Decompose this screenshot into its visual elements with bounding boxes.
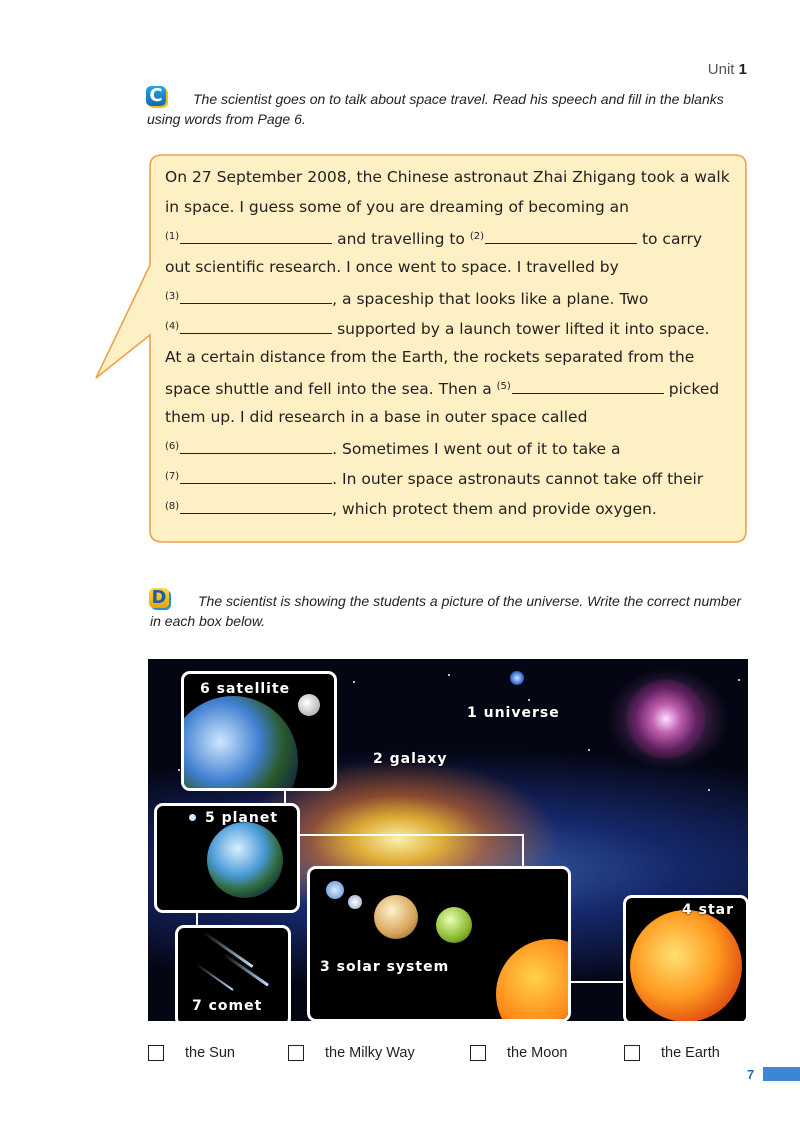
speech-line-1: On 27 September 2008, the Chinese astronaut Zhai Zhigang took a walk	[165, 168, 730, 186]
moon-image	[298, 694, 320, 716]
speech-line-2: in space. I guess some of you are dreaming of becoming an	[165, 198, 630, 216]
blank-number-1: (1)	[165, 231, 180, 242]
blank-4[interactable]	[180, 319, 332, 334]
star-dot	[448, 674, 450, 676]
speech-line-11: $^{(7)}$ . In outer space astronauts cannot take off their	[165, 470, 704, 488]
option-the-milky-way[interactable]: the Milky Way	[288, 1042, 415, 1064]
speech-line-5: $^{(3)}$ , a spaceship that looks like a plane. Two	[165, 290, 649, 308]
star-dot	[588, 749, 590, 751]
star-dot	[738, 679, 740, 681]
label-star: 4 star	[682, 902, 734, 918]
checkbox-the-sun[interactable]	[148, 1045, 164, 1061]
label-satellite: 6 satellite	[200, 681, 291, 697]
section-d-instruction: The scientist is showing the students a picture of the universe. Write the correct number in each box below.	[150, 593, 742, 629]
planet-image	[207, 822, 283, 898]
blank-2[interactable]	[485, 229, 637, 244]
speech-line-8: space shuttle and fell into the sea. Then a $^{(5)}$ picked	[165, 380, 720, 398]
label-planet: 5 planet	[205, 810, 279, 826]
star-frame	[623, 895, 748, 1021]
checkbox-the-earth[interactable]	[624, 1045, 640, 1061]
connector-line	[566, 981, 624, 983]
jupiter-image	[436, 907, 472, 943]
blank-number-7: (7)	[165, 471, 180, 482]
blank-8[interactable]	[180, 499, 332, 514]
checkbox-the-moon[interactable]	[470, 1045, 486, 1061]
checkbox-the-milky-way[interactable]	[288, 1045, 304, 1061]
answer-options	[148, 1042, 748, 1066]
blank-number-6: (6)	[165, 441, 180, 452]
star-sun-image	[630, 910, 742, 1021]
blank-1[interactable]	[180, 229, 332, 244]
star-dot	[178, 769, 180, 771]
speech-line-12: $^{(8)}$ , which protect them and provide oxygen.	[165, 500, 657, 518]
speech-line-6: $^{(4)}$ supported by a launch tower lifted it into space.	[165, 320, 710, 338]
unit-label: Unit 1	[707, 61, 747, 78]
comet-streak	[195, 963, 233, 990]
option-the-moon[interactable]: the Moon	[470, 1042, 567, 1064]
spiral-galaxy-image	[626, 679, 706, 759]
blank-number-3: (3)	[165, 291, 180, 302]
blank-number-4: (4)	[165, 321, 180, 332]
blank-5[interactable]	[512, 379, 664, 394]
speech-line-10: $^{(6)}$ . Sometimes I went out of it to take a	[165, 440, 621, 458]
option-the-sun[interactable]: the Sun	[148, 1042, 235, 1064]
sun-partial-image	[496, 939, 571, 1021]
section-c-icon: C	[146, 86, 166, 106]
label-universe: 1 universe	[467, 705, 560, 721]
saturn-image	[374, 895, 418, 939]
connector-line	[298, 834, 524, 836]
comet-streak	[222, 952, 269, 986]
label-galaxy: 2 galaxy	[373, 751, 448, 767]
speech-line-4: out scientific research. I once went to space. I travelled by	[165, 258, 619, 276]
star-dot	[353, 681, 355, 683]
star-dot	[708, 789, 710, 791]
star-dot	[528, 699, 530, 701]
comet-frame	[175, 925, 291, 1021]
universe-picture	[148, 659, 748, 1021]
speech-line-9: them up. I did research in a base in outer space called	[165, 408, 588, 426]
blank-7[interactable]	[180, 469, 332, 484]
blank-number-5: (5)	[496, 381, 511, 392]
blank-number-8: (8)	[165, 501, 180, 512]
page-number: 7	[747, 1067, 755, 1082]
speech-line-7: At a certain distance from the Earth, the rockets separated from the	[165, 348, 695, 366]
label-solar-system: 3 solar system	[320, 959, 450, 975]
solar-system-frame	[307, 866, 571, 1021]
small-moon-image	[189, 814, 196, 821]
speech-text	[165, 162, 745, 522]
unit-number: 1	[738, 61, 747, 78]
small-galaxy-image	[510, 671, 524, 685]
page-number-bar	[763, 1067, 800, 1081]
small-planet-image	[326, 881, 344, 899]
speech-line-3: $^{(1)}$ and travelling to $^{(2)}$ to carry	[165, 230, 703, 248]
planet-frame	[154, 803, 300, 913]
section-c-instruction: The scientist goes on to talk about space travel. Read his speech and fill in the blanks using words from Page 6.	[147, 91, 724, 127]
blank-3[interactable]	[180, 289, 332, 304]
satellite-frame	[181, 671, 337, 791]
option-the-earth[interactable]: the Earth	[624, 1042, 720, 1064]
blank-number-2: (2)	[469, 231, 485, 242]
comet-streak	[203, 931, 254, 968]
label-comet: 7 comet	[192, 998, 263, 1014]
section-d-icon: D	[149, 588, 169, 608]
blank-6[interactable]	[180, 439, 332, 454]
earth-image	[181, 696, 298, 791]
small-planet-image	[348, 895, 362, 909]
